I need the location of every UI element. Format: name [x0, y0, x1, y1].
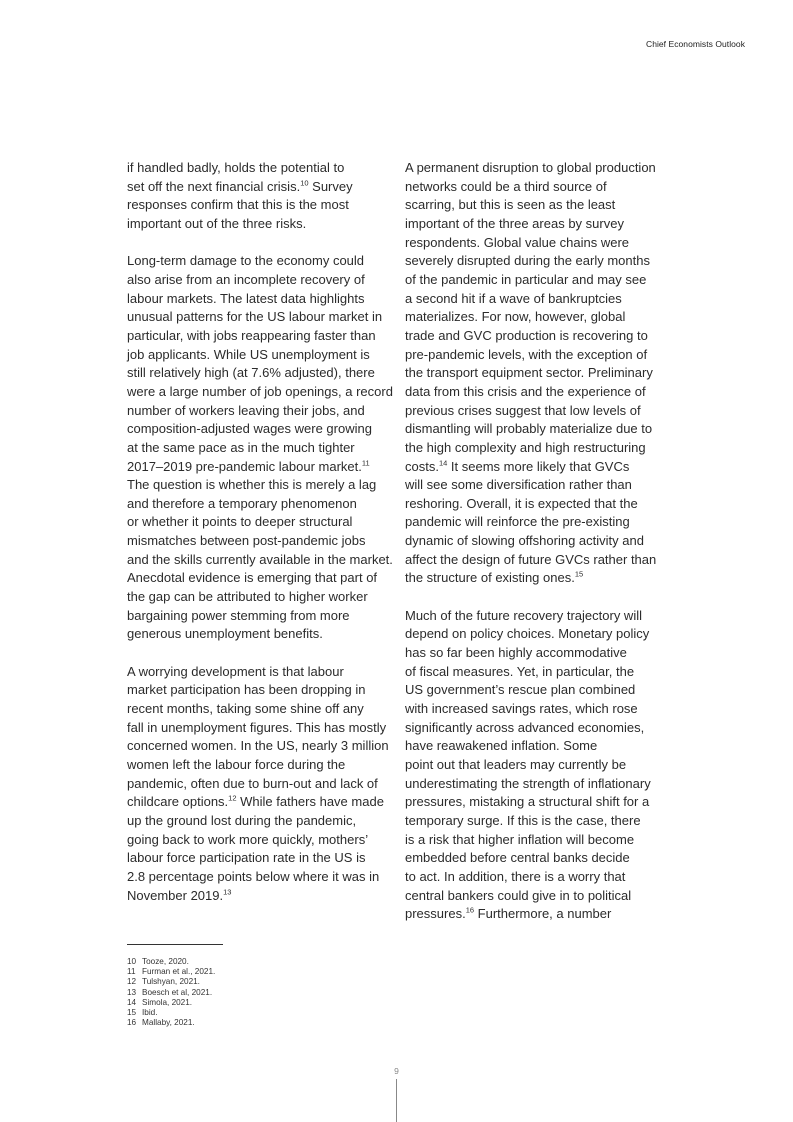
- paragraph-gap: [127, 234, 389, 253]
- text-line: networks could be a third source of: [405, 178, 607, 194]
- footnote-ref: 13: [223, 887, 232, 897]
- text-line: have reawakened inflation. Some: [405, 738, 598, 754]
- text-line: with increased savings rates, which rose: [405, 701, 638, 717]
- text-line: A worrying development is that labour: [127, 663, 344, 679]
- text-line: a second hit if a wave of bankruptcies: [405, 290, 622, 306]
- text-line: previous crises suggest that low levels of: [405, 402, 641, 418]
- footnote-item: [127, 1008, 215, 1018]
- text-line: is a risk that higher inflation will become: [405, 831, 635, 847]
- page-number: 9: [394, 1066, 399, 1076]
- paragraph: [405, 159, 667, 588]
- text-line: if handled badly, holds the potential to: [127, 160, 345, 175]
- text-line: pressures, mistaking a structural shift for a: [405, 794, 650, 810]
- text-line: also arise from an incomplete recovery of: [127, 271, 365, 287]
- text-line: labour markets. The latest data highlights: [127, 290, 365, 306]
- text-line: market participation has been dropping in: [127, 682, 366, 698]
- text-line: to act. In addition, there is a worry that: [405, 868, 626, 884]
- footnote-text: Ibid.: [142, 1008, 158, 1018]
- footnote-text: Mallaby, 2021.: [142, 1018, 195, 1028]
- text-line: of fiscal measures. Yet, in particular, the: [405, 663, 635, 679]
- text-line: women left the labour force during the: [127, 757, 346, 772]
- footnote-number: 16: [127, 1018, 137, 1028]
- text-line: Anecdotal evidence is emerging that part of: [127, 570, 378, 586]
- footnote-ref: 15: [574, 570, 584, 580]
- text-line: pressures.$^{16}$ Furthermore, a number: [405, 905, 612, 922]
- text-line: 2.8 percentage points below where it was in: [127, 868, 380, 884]
- text-line: and therefore a temporary phenomenon: [127, 495, 357, 511]
- text-line: recent months, taking some shine off any: [127, 701, 364, 717]
- text-line: temporary surge. If this is the case, there: [405, 812, 641, 828]
- text-line: number of workers leaving their jobs, and: [127, 402, 365, 418]
- text-line: pre-pandemic levels, with the exception of: [405, 346, 648, 362]
- footnote-ref: 10: [300, 178, 309, 188]
- text-line: particular, with jobs reappearing faster than: [127, 327, 376, 343]
- text-line: respondents. Global value chains were: [405, 234, 630, 250]
- paragraph: [127, 159, 389, 234]
- footnote-text: Boesch et al, 2021.: [142, 987, 213, 997]
- text-line: going back to work more quickly, mothers’: [127, 831, 369, 847]
- footnote-item: [127, 988, 215, 998]
- text-line: the structure of existing ones.$^{15}$: [405, 570, 584, 586]
- text-line: 2017–2019 pre-pandemic labour market.$^{11}$: [127, 458, 370, 474]
- text-line: trade and GVC production is recovering to: [405, 327, 648, 343]
- text-line: were a large number of job openings, a record: [127, 383, 393, 399]
- text-line: pandemic will reinforce the pre-existing: [405, 514, 630, 530]
- footnote-ref: 16: [465, 905, 475, 915]
- text-line: responses confirm that this is the most: [127, 197, 349, 213]
- text-line: unusual patterns for the US labour market in: [127, 309, 383, 325]
- text-line: central bankers could give in to political: [405, 887, 632, 903]
- footnote-ref: 14: [438, 458, 448, 468]
- footnote-item: [127, 957, 215, 967]
- footnote-text: Tooze, 2020.: [142, 957, 189, 966]
- text-line: the gap can be attributed to higher worker: [127, 589, 368, 605]
- footnote-number: 13: [127, 987, 137, 997]
- footnote-divider: [127, 944, 223, 945]
- footnote-number: 11: [127, 967, 136, 977]
- text-line: costs.$^{14}$ It seems more likely that GVCs: [405, 458, 630, 474]
- text-line: still relatively high (at 7.6% adjusted), there: [127, 365, 375, 381]
- text-line: A permanent disruption to global production: [405, 160, 656, 175]
- text-line: composition-adjusted wages were growing: [127, 421, 372, 437]
- text-line: dynamic of slowing offshoring activity and: [405, 533, 644, 549]
- page-number-rule: [396, 1079, 397, 1122]
- text-line: will see some diversification rather than: [405, 477, 632, 493]
- text-line: concerned women. In the US, nearly 3 million: [127, 738, 389, 754]
- text-line: Much of the future recovery trajectory will: [405, 607, 642, 623]
- text-line: important out of the three risks.: [127, 215, 307, 231]
- text-line: bargaining power stemming from more: [127, 607, 350, 623]
- footnote-text: Tulshyan, 2021.: [142, 977, 200, 987]
- text-line: November 2019.13: [127, 887, 232, 903]
- text-line: reshoring. Overall, it is expected that the: [405, 495, 638, 511]
- text-line: embedded before central banks decide: [405, 850, 630, 866]
- footnote-ref: 11: [361, 458, 370, 468]
- text-line: severely disrupted during the early months: [405, 253, 650, 269]
- text-line: pandemic, often due to burn-out and lack of: [127, 775, 378, 791]
- text-line: mismatches between post-pandemic jobs: [127, 533, 366, 549]
- text-line: set off the next financial crisis.$^{10}$ Survey: [127, 178, 353, 194]
- footnote-text: Simola, 2021.: [142, 997, 193, 1007]
- text-line: at the same pace as in the much tighter: [127, 439, 355, 455]
- footnote-text: Furman et al., 2021.: [142, 967, 216, 977]
- text-line: fall in unemployment figures. This has mostly: [127, 719, 387, 735]
- text-line: or whether it points to deeper structural: [127, 514, 353, 530]
- text-line: data from this crisis and the experience of: [405, 383, 646, 399]
- text-line: the high complexity and high restructuring: [405, 439, 646, 455]
- footnote-item: [127, 967, 215, 977]
- text-line: dismantling will probably materialize due to: [405, 421, 653, 437]
- footnote-number: 12: [127, 977, 137, 987]
- footnotes: [127, 957, 215, 1028]
- text-line: and the skills currently available in the market.: [127, 551, 393, 567]
- left-text-column: [127, 159, 393, 905]
- text-line: childcare options.$^{12}$ While fathers have made: [127, 793, 384, 810]
- text-line: underestimating the strength of inflationary: [405, 775, 651, 791]
- text-line: Long-term damage to the economy could: [127, 253, 365, 269]
- paragraph: [127, 252, 393, 644]
- paragraph: [127, 663, 389, 906]
- text-line: the transport equipment sector. Preliminary: [405, 365, 653, 381]
- paragraph: [405, 607, 667, 924]
- footnote-item: [127, 1018, 215, 1028]
- text-line: US government’s rescue plan combined: [405, 682, 636, 698]
- text-line: scarring, but this is seen as the least: [405, 197, 616, 213]
- text-line: depend on policy choices. Monetary policy: [405, 626, 650, 642]
- text-line: labour force participation rate in the US is: [127, 850, 366, 866]
- paragraph-gap: [127, 644, 389, 663]
- text-line: point out that leaders may currently be: [405, 757, 627, 772]
- footnote-item: [127, 977, 215, 987]
- footnote-item: [127, 998, 215, 1008]
- right-text-column: [405, 159, 667, 924]
- text-line: job applicants. While US unemployment is: [127, 346, 370, 362]
- footnote-ref: 12: [228, 793, 237, 803]
- text-line: materializes. For now, however, global: [405, 309, 626, 325]
- text-line: generous unemployment benefits.: [127, 626, 323, 642]
- paragraph-gap: [405, 588, 667, 607]
- text-line: affect the design of future GVCs rather than: [405, 551, 657, 567]
- text-line: of the pandemic in particular and may see: [405, 271, 647, 287]
- text-line: up the ground lost during the pandemic,: [127, 812, 357, 828]
- footnote-number: 15: [127, 1008, 137, 1018]
- text-line: has so far been highly accommodative: [405, 645, 627, 661]
- text-line: significantly across advanced economies,: [405, 719, 645, 735]
- text-line: The question is whether this is merely a lag: [127, 477, 377, 493]
- footnote-number: 14: [127, 997, 137, 1007]
- footnote-number: 10: [127, 957, 137, 966]
- text-line: important of the three areas by survey: [405, 215, 624, 231]
- running-header: Chief Economists Outlook: [646, 39, 745, 49]
